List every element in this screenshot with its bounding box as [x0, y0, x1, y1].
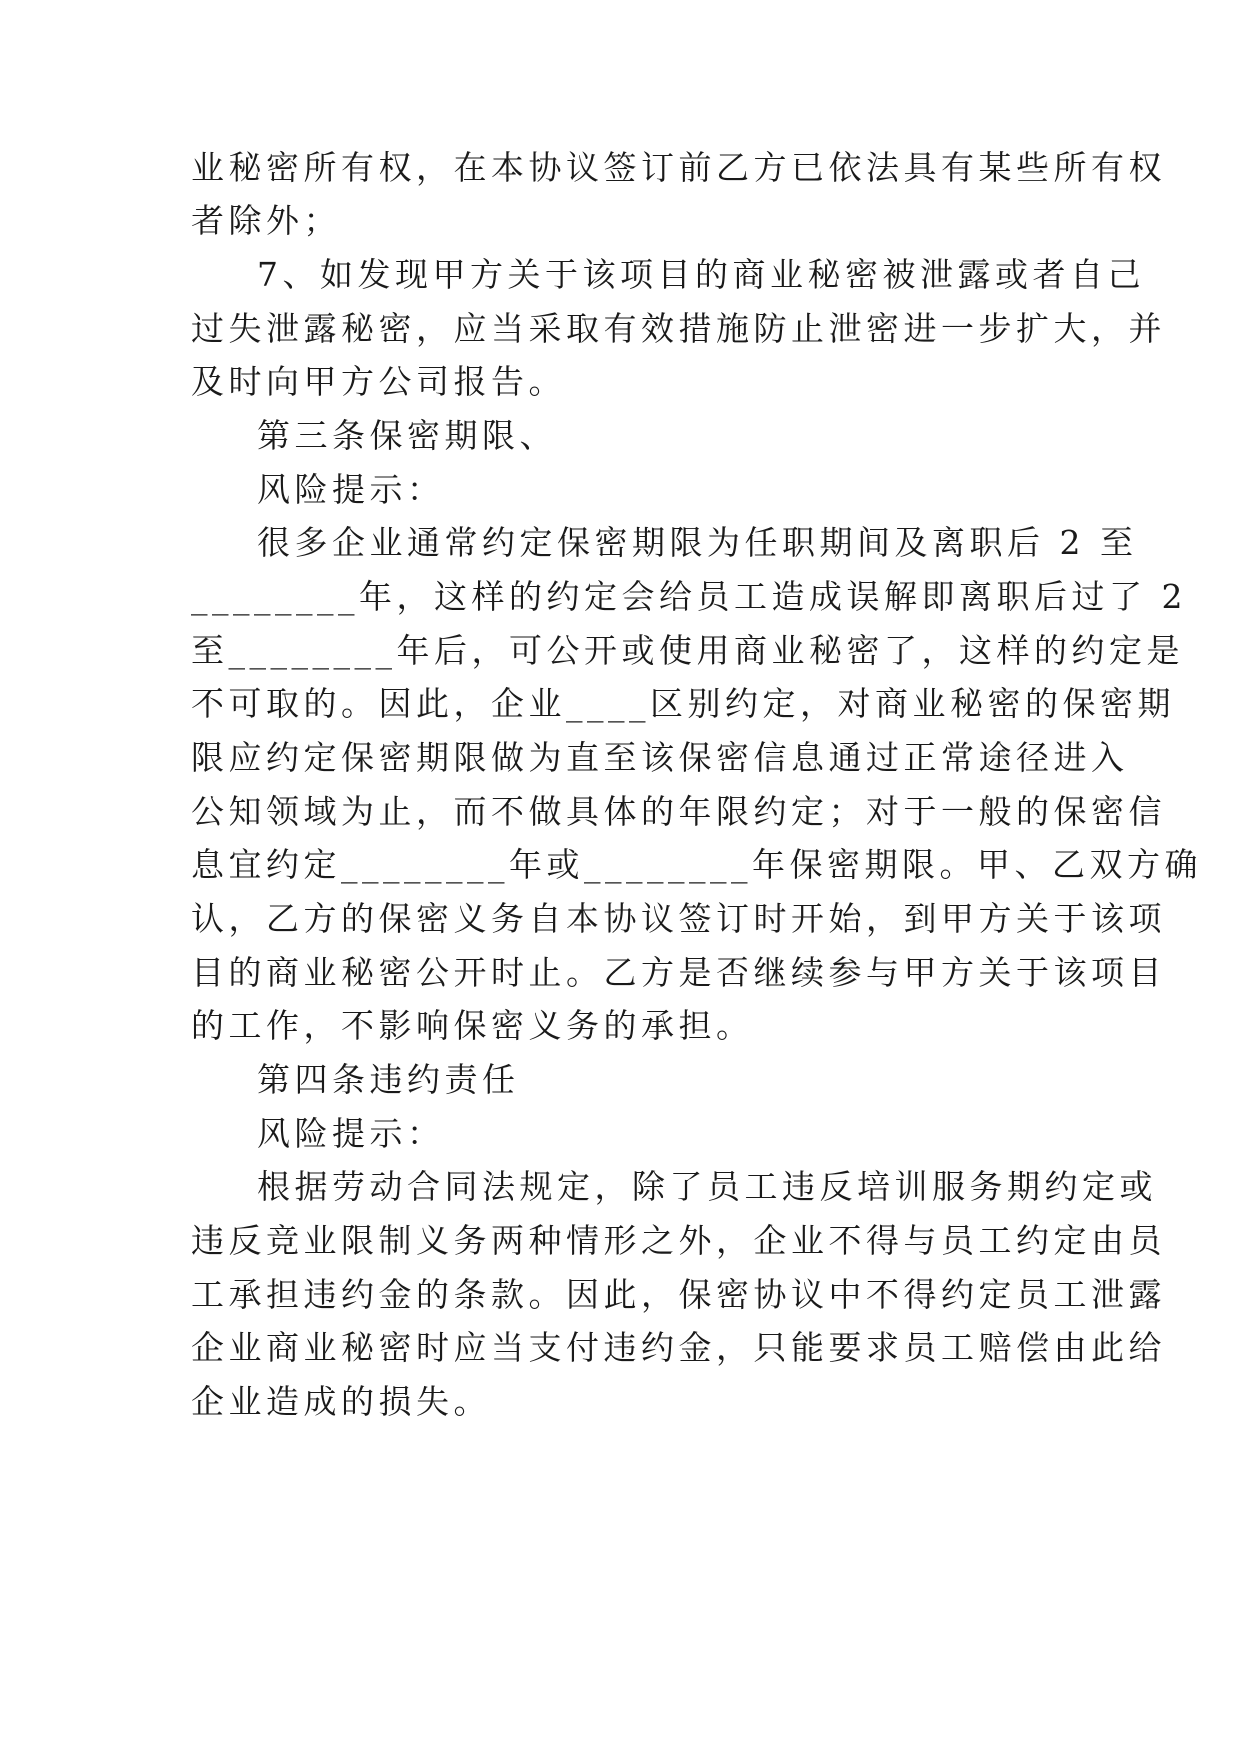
text-line: 不可取的。因此，企业____区别约定，对商业秘密的保密期 [191, 684, 1175, 723]
text-line: 过失泄露秘密，应当采取有效措施防止泄密进一步扩大，并 [191, 309, 1166, 348]
section-heading: 第三条保密期限、 [257, 416, 557, 455]
risk-notice-label: 风险提示： [257, 470, 445, 509]
text-line: 及时向甲方公司报告。 [191, 362, 566, 401]
text-line: 企业商业秘密时应当支付违约金，只能要求员工赔偿由此给 [191, 1328, 1166, 1367]
text-line: 认，乙方的保密义务自本协议签订时开始，到甲方关于该项 [191, 899, 1166, 938]
text-line: 的工作，不影响保密义务的承担。 [191, 1006, 754, 1045]
text-line: 7、如发现甲方关于该项目的商业秘密被泄露或者自己 [257, 255, 1145, 294]
text-line: 者除外； [191, 201, 341, 240]
text-line: 企业造成的损失。 [191, 1382, 491, 1421]
section-heading: 第四条违约责任 [257, 1060, 520, 1099]
text-line: ________年，这样的约定会给员工造成误解即离职后过了 2 [191, 577, 1187, 616]
text-line: 根据劳动合同法规定，除了员工违反培训服务期约定或 [257, 1167, 1157, 1206]
text-line: 业秘密所有权，在本协议签订前乙方已依法具有某些所有权 [191, 148, 1166, 187]
risk-notice-label: 风险提示： [257, 1114, 445, 1153]
text-line: 至________年后，可公开或使用商业秘密了，这样的约定是 [191, 631, 1184, 670]
text-line: 工承担违约金的条款。因此，保密协议中不得约定员工泄露 [191, 1275, 1166, 1314]
text-line: 目的商业秘密公开时止。乙方是否继续参与甲方关于该项目 [191, 953, 1166, 992]
text-line: 违反竞业限制义务两种情形之外，企业不得与员工约定由员 [191, 1221, 1166, 1260]
text-line: 限应约定保密期限做为直至该保密信息通过正常途径进入 [191, 738, 1129, 777]
text-line: 很多企业通常约定保密期限为任职期间及离职后 2 至 [257, 523, 1138, 562]
text-line: 公知领域为止，而不做具体的年限约定；对于一般的保密信 [191, 792, 1166, 831]
text-line: 息宜约定________年或________年保密期限。甲、乙双方确 [191, 845, 1202, 884]
